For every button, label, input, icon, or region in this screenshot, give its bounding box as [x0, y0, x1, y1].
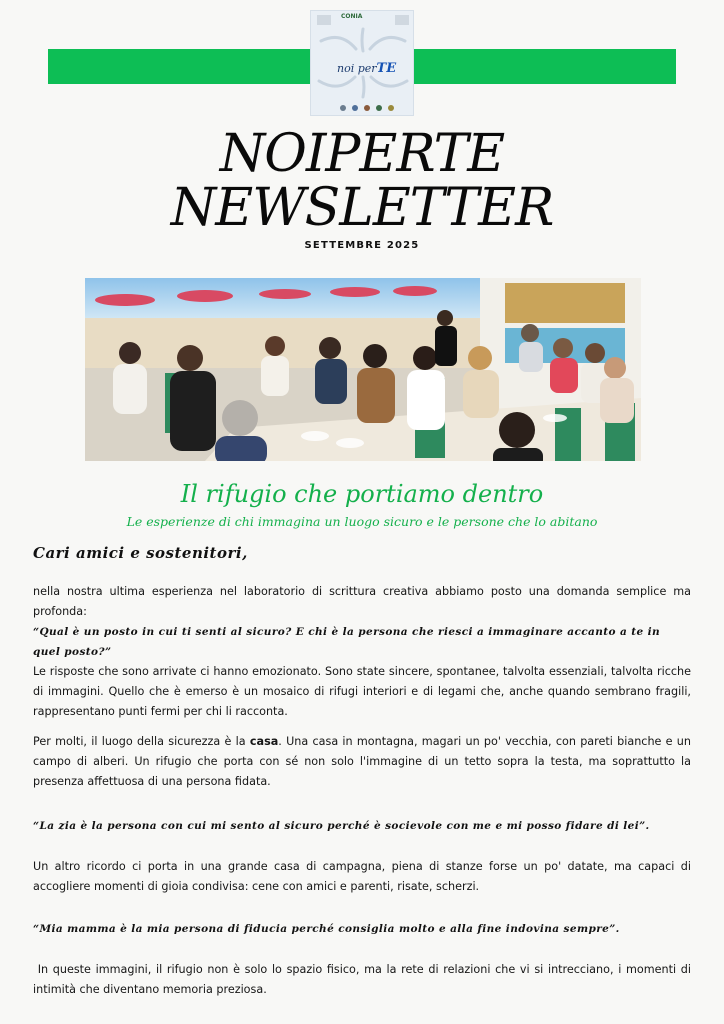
newsletter-title-line1: NOIPERTE [219, 124, 505, 184]
paragraph-closing: In queste immagini, il rifugio non è solo lo spazio fisico, ma la rete di relazioni che vi si intrecciano, i momenti di intimità che diventano memoria preziosa. [33, 963, 695, 996]
logo-sponsors: CONIA [341, 13, 363, 20]
group-photo [85, 278, 641, 461]
quote-aunt: “La zia è la persona con cui mi sento al sicuro perché è socievole con me e mi posso fidare di lei”. [33, 820, 650, 832]
noiperte-logo [310, 10, 414, 116]
quote-question: “Qual è un posto in cui ti senti al sicuro? E chi è la persona che riesci a immaginare accanto a te in quel posto?” [33, 626, 661, 658]
article-subheadline: Le esperienze di chi immagina un luogo sicuro e le persone che lo abitano [126, 514, 598, 529]
paragraph-countryside: Un altro ricordo ci porta in una grande casa di campagna, piena di stanze forse un po' datate, ma capaci di accogliere momenti di gioia condivisa: cene con amici e parenti, risate, scherzi. [33, 860, 691, 893]
greeting: Cari amici e sostenitori, [33, 544, 248, 562]
logo-brand: noi perTE [337, 61, 397, 76]
paragraph-responses: Le risposte che sono arrivate ci hanno emozionato. Sono state sincere, spontanee, talvolta essenziali, talvolta ricche di immagini. Quello che è emerso è un mosaico di rifugi interiori e di legami che, anche quando sembrano fragili, rappresentano punti fermi per chi li racconta. [33, 665, 691, 718]
paragraph-intro: nella nostra ultima esperienza nel laboratorio di scrittura creativa abbiamo posto una domanda semplice ma profonda: [33, 585, 691, 618]
issue-date: SETTEMBRE 2025 [304, 240, 420, 251]
header-bar-left [48, 49, 310, 84]
article-headline: Il rifugio che portiamo dentro [180, 480, 544, 508]
quote-mother: “Mia mamma è la mia persona di fiducia perché consiglia molto e alla fine indovina sempre”. [33, 923, 620, 935]
paragraph-home: Per molti, il luogo della sicurezza è la casa. Una casa in montagna, magari un po' vecchia, con pareti bianche e un campo di alberi. Un rifugio che porta con sé non solo l'immagine di un tetto sopra la testa, ma soprattutto la presenza affettuosa di una persona fidata. [33, 735, 691, 788]
bold-casa: casa [249, 735, 279, 748]
newsletter-title-line2: NEWSLETTER [170, 178, 554, 238]
header-bar-right [414, 49, 676, 84]
